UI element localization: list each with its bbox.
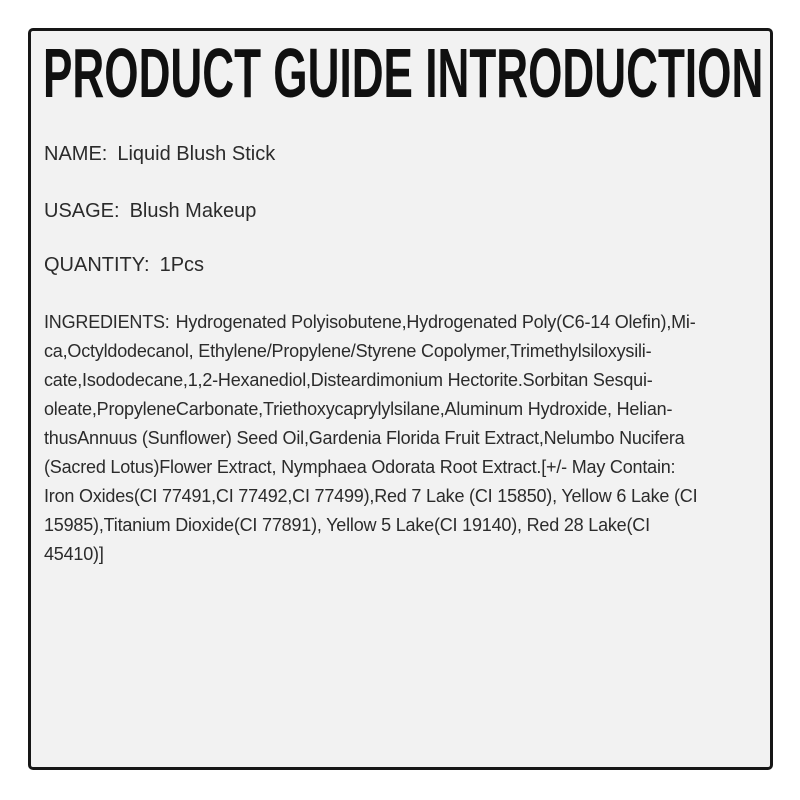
ingredients-label: INGREDIENTS: <box>44 312 170 332</box>
ingredients-extra-lines <box>44 337 770 569</box>
name-label: NAME: <box>44 143 108 165</box>
page-title: PRODUCT GUIDE INTRODUCTION <box>43 34 764 112</box>
ingredients-line: (Sacred Lotus)Flower Extract, Nymphaea Odorata Root Extract.[+/- May Contain: <box>44 457 676 477</box>
ingredients-line: Hydrogenated Polyisobutene,Hydrogenated Poly(C6-14 Olefin),Mi- <box>175 312 696 332</box>
ingredients-line: 45410)] <box>44 544 104 564</box>
ingredients-section <box>44 308 770 569</box>
product-card <box>28 28 773 770</box>
ingredients-line: oleate,PropyleneCarbonate,Triethoxycaprylylsilane,Aluminum Hydroxide, Helian- <box>44 399 673 419</box>
ingredients-line: 15985),Titanium Dioxide(CI 77891), Yellow 5 Lake(CI 19140), Red 28 Lake(CI <box>44 515 650 535</box>
usage-value: Blush Makeup <box>129 200 257 222</box>
name-value: Liquid Blush Stick <box>117 143 276 165</box>
ingredients-line: thusAnnuus (Sunflower) Seed Oil,Gardenia Florida Fruit Extract,Nelumbo Nucifera <box>44 428 685 448</box>
quantity-label: QUANTITY: <box>44 254 150 276</box>
field-row-quantity <box>44 253 204 277</box>
quantity-value: 1Pcs <box>159 254 205 276</box>
ingredients-line: Iron Oxides(CI 77491,CI 77492,CI 77499),Red 7 Lake (CI 15850), Yellow 6 Lake (CI <box>44 486 698 506</box>
field-row-name <box>44 142 275 166</box>
ingredients-line: cate,Isododecane,1,2-Hexanediol,Disteardimonium Hectorite.Sorbitan Sesqui- <box>44 370 653 390</box>
field-row-usage <box>44 199 256 223</box>
ingredients-line: ca,Octyldodecanol, Ethylene/Propylene/Styrene Copolymer,Trimethylsiloxysili- <box>44 341 652 361</box>
ingredients-first-line <box>44 308 770 337</box>
usage-label: USAGE: <box>44 200 120 222</box>
